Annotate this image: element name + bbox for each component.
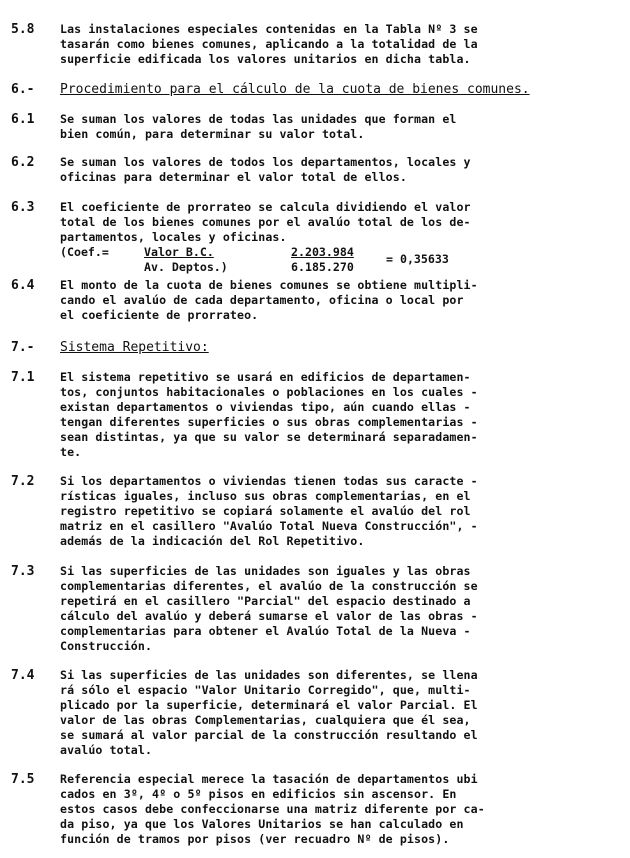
section-number: 7.5 [11, 772, 35, 787]
formula-result: = 0,35633 [386, 252, 449, 266]
section-title: Sistema Repetitivo: [60, 340, 209, 355]
section-text: El monto de la cuota de bienes comunes se obtiene multipli- cando el avalúo de cada departamento, oficina o local por el coeficiente de prorrateo. [60, 278, 478, 322]
section-number: 7.1 [11, 370, 35, 385]
section-text: El sistema repetitivo se usará en edificios de departamen- tos, conjuntos habitacionales o poblaciones en los cuales - existan departamentos o viviendas tipo, aún cuando ellas - tengan diferentes superficies o sus obras complementarias - sean distintas, ya que su valor se determinará separadamen- te. [60, 370, 478, 459]
section-number: 5.8 [11, 22, 35, 37]
section-number: 6.2 [11, 155, 35, 170]
section-number: 6.4 [11, 278, 35, 293]
section-text: Si los departamentos o viviendas tienen todas sus caracte - rísticas iguales, incluso sus obras complementarias, en el registro repetitivo se copiará solamente el avalúo del rol matriz en el casillero "Avalúo Total Nueva Construcción", - además de la indicación del Rol Repetitivo. [60, 474, 478, 548]
section-number: 6.1 [11, 112, 35, 127]
section-text: Se suman los valores de todas las unidades que forman el bien común, para determinar su valor total. [60, 112, 457, 141]
section-number: 7.2 [11, 474, 35, 489]
coefficient-formula [60, 245, 610, 279]
formula-denominator-label: Av. Deptos.) [144, 260, 228, 274]
section-number: 7.4 [11, 668, 35, 683]
section-text: Se suman los valores de todos los departamentos, locales y oficinas para determinar el valor total de ellos. [60, 155, 471, 184]
formula-numerator-label: Valor B.C. [144, 245, 214, 259]
formula-denominator-value: 6.185.270 [291, 260, 354, 274]
formula-prefix: (Coef.= [60, 245, 109, 259]
formula-numerator-value: 2.203.984 [291, 245, 354, 259]
section-text: El coeficiente de prorrateo se calcula dividiendo el valor total de los bienes comunes por el avalúo total de los de- partamentos, locales y oficinas. [60, 200, 471, 244]
section-text: Las instalaciones especiales contenidas en la Tabla Nº 3 se tasarán como bienes comunes, aplicando a la totalidad de la superficie edificada los valores unitarios en dicha tabla. [60, 22, 478, 66]
section-number: 6.3 [11, 200, 35, 215]
section-text: Si las superficies de las unidades son diferentes, se llena rá sólo el espacio "Valor Unitario Corregido", que, multi- plicado por la superficie, determinará el valor Parcial. El valor de las obras Complementarias, cualquiera que él sea, se sumará al valor parcial de la construcción resultando el avalúo total. [60, 668, 478, 757]
section-number: 6.- [11, 82, 35, 97]
section-text: Referencia especial merece la tasación de departamentos ubi cados en 3º, 4º o 5º pisos en edificios sin ascensor. En estos casos debe confeccionarse una matriz diferente por ca- da piso, ya que los Valores Unitarios se han calculado en función de tramos por pisos (ver recuadro Nº de pisos). [60, 772, 485, 846]
section-text: Si las superficies de las unidades son iguales y las obras complementarias diferentes, el avalúo de la construcción se repetirá en el casillero "Parcial" del espacio destinado a cálculo del avalúo y deberá sumarse el valor de las obras - complementarias para obtener el Avalúo Total de la Nueva - Construcción. [60, 564, 478, 653]
section-number: 7.3 [11, 564, 35, 579]
section-title: Procedimiento para el cálculo de la cuota de bienes comunes. [60, 82, 530, 97]
section-number: 7.- [11, 340, 35, 355]
